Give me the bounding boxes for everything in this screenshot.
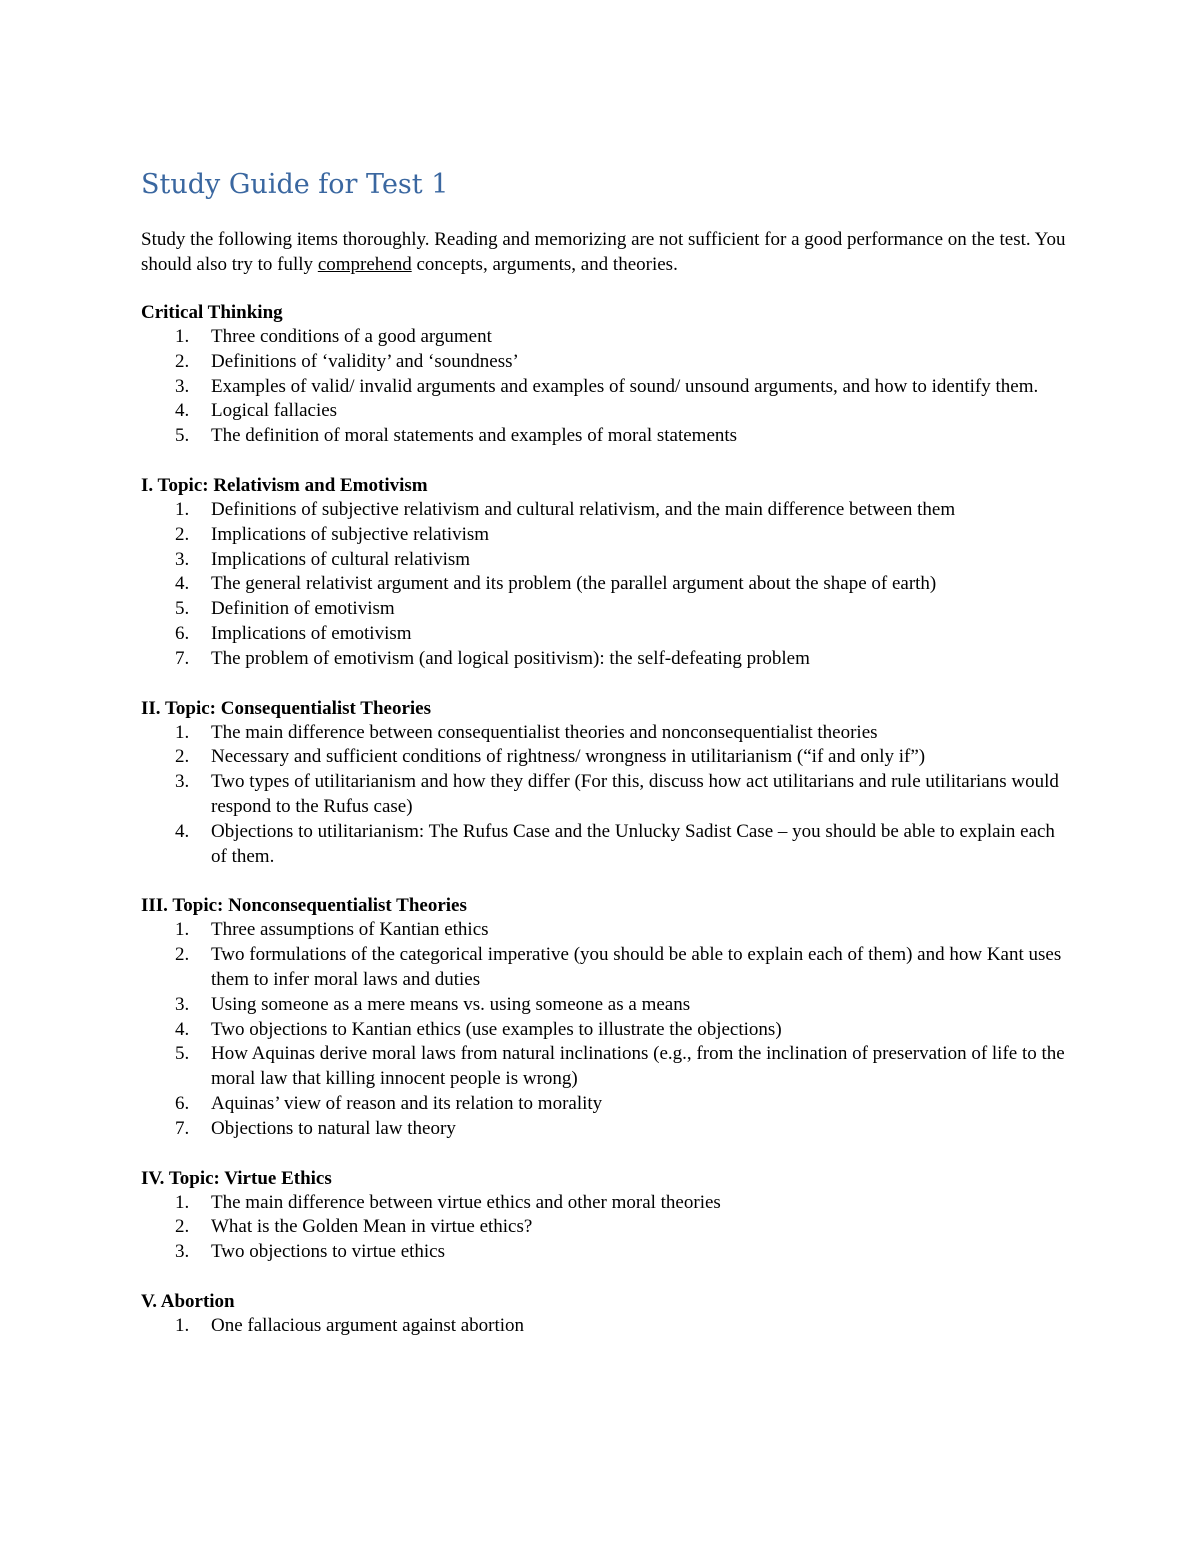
list-item-number: 4. <box>175 400 190 422</box>
list-item-text: Two types of utilitarianism and how they differ (For this, discuss how act utilitarians and rule utilitarians would respond to the Rufus case) <box>211 771 1059 817</box>
list-item-text: One fallacious argument against abortion <box>211 1314 525 1336</box>
list-item <box>141 325 1071 350</box>
list-item-text: What is the Golden Mean in virtue ethics? <box>211 1216 533 1238</box>
list-item <box>141 943 1071 993</box>
list-item <box>141 820 1071 870</box>
list-item-number: 3. <box>175 548 190 570</box>
list-item <box>141 745 1071 770</box>
list-item <box>141 572 1071 597</box>
list-item-number: 5. <box>175 425 190 447</box>
list-item-number: 5. <box>175 1043 190 1065</box>
section-heading: IV. Topic: Virtue Ethics <box>141 1167 332 1189</box>
list-item <box>141 1314 1071 1339</box>
list-item-number: 4. <box>175 820 190 842</box>
list-item-text: Definitions of ‘validity’ and ‘soundness’ <box>211 350 519 372</box>
list-item <box>141 424 1071 449</box>
list-item-text: Objections to utilitarianism: The Rufus Case and the Unlucky Sadist Case – you should be able to explain each of them. <box>211 820 1055 867</box>
section-heading: Critical Thinking <box>141 302 283 323</box>
list-item-number: 6. <box>175 622 190 644</box>
list-item-number: 7. <box>175 647 190 669</box>
section <box>141 1166 1071 1265</box>
section-heading: II. Topic: Consequentialist Theories <box>141 697 431 719</box>
list-item-number: 1. <box>175 498 190 520</box>
list-item-text: Objections to natural law theory <box>211 1117 456 1139</box>
list-item <box>141 770 1071 820</box>
list-item <box>141 523 1071 548</box>
list-item-text: The general relativist argument and its problem (the parallel argument about the shape of earth) <box>211 573 937 595</box>
numbered-list <box>141 325 1071 449</box>
section-heading: I. Topic: Relativism and Emotivism <box>141 474 428 496</box>
list-item-text: Three conditions of a good argument <box>211 326 492 347</box>
document-content <box>141 166 1071 1363</box>
numbered-list <box>141 1314 1071 1339</box>
list-item-text: Aquinas’ view of reason and its relation to morality <box>211 1092 603 1114</box>
list-item <box>141 1117 1071 1142</box>
list-item-number: 4. <box>175 573 190 595</box>
list-item-text: Examples of valid/ invalid arguments and examples of sound/ unsound arguments, and how to identify them. <box>211 375 1039 397</box>
numbered-list <box>141 918 1071 1141</box>
list-item-number: 2. <box>175 746 190 768</box>
list-item-text: Definition of emotivism <box>211 598 395 620</box>
list-item-number: 2. <box>175 523 190 545</box>
list-item-number: 2. <box>175 350 190 372</box>
sections-container <box>141 300 1071 1339</box>
list-item-number: 1. <box>175 326 190 347</box>
list-item <box>141 597 1071 622</box>
list-item-text: Necessary and sufficient conditions of rightness/ wrongness in utilitarianism (“if and only if”) <box>211 746 926 768</box>
section <box>141 696 1071 870</box>
list-item-text: Implications of emotivism <box>211 622 412 644</box>
list-item <box>141 1042 1071 1092</box>
list-item-number: 4. <box>175 1018 190 1040</box>
numbered-list <box>141 721 1071 870</box>
list-item-number: 1. <box>175 1314 190 1336</box>
list-item-text: The problem of emotivism (and logical positivism): the self-defeating problem <box>211 647 810 669</box>
list-item-text: The main difference between consequentialist theories and nonconsequentialist theories <box>211 721 878 743</box>
list-item-number: 2. <box>175 1216 190 1238</box>
list-item-text: Using someone as a mere means vs. using someone as a means <box>211 993 691 1015</box>
intro-underlined-word: comprehend <box>317 254 412 275</box>
section <box>141 1289 1071 1339</box>
list-item-number: 1. <box>175 919 190 941</box>
list-item-number: 3. <box>175 771 190 793</box>
section <box>141 473 1071 672</box>
list-item-number: 3. <box>175 1241 190 1263</box>
list-item <box>141 1215 1071 1240</box>
intro-text-end: concepts, arguments, and theories. <box>411 254 678 275</box>
list-item <box>141 918 1071 943</box>
list-item-number: 3. <box>175 993 190 1015</box>
list-item-text: Implications of subjective relativism <box>211 523 490 545</box>
list-item <box>141 1240 1071 1265</box>
list-item <box>141 548 1071 573</box>
section-heading: III. Topic: Nonconsequentialist Theories <box>141 895 467 917</box>
list-item-text: Two formulations of the categorical imperative (you should be able to explain each of them) and how Kant uses them to infer moral laws and duties <box>211 944 1062 990</box>
list-item-text: The main difference between virtue ethics and other moral theories <box>211 1191 721 1213</box>
list-item-text: Definitions of subjective relativism and cultural relativism, and the main difference between them <box>211 498 956 520</box>
list-item <box>141 498 1071 523</box>
list-item-text: How Aquinas derive moral laws from natural inclinations (e.g., from the inclination of preservation of life to the moral law that killing innocent people is wrong) <box>211 1043 1065 1090</box>
list-item-text: Implications of cultural relativism <box>211 548 471 570</box>
section-heading: V. Abortion <box>141 1290 235 1312</box>
section <box>141 893 1071 1141</box>
intro-text-start: Study the following items thoroughly. Reading and memorizing are not sufficient for a good performance on the test. You should also try to fully <box>141 229 1066 275</box>
list-item-text: Two objections to Kantian ethics (use examples to illustrate the objections) <box>211 1018 782 1040</box>
list-item-text: The definition of moral statements and examples of moral statements <box>211 425 738 447</box>
numbered-list <box>141 498 1071 672</box>
list-item-number: 1. <box>175 721 190 743</box>
list-item <box>141 1018 1071 1043</box>
list-item-text: Two objections to virtue ethics <box>211 1241 446 1263</box>
list-item-number: 1. <box>175 1191 190 1213</box>
list-item <box>141 1191 1071 1216</box>
numbered-list <box>141 1191 1071 1265</box>
list-item <box>141 622 1071 647</box>
list-item-text: Three assumptions of Kantian ethics <box>211 919 489 941</box>
section <box>141 300 1071 449</box>
list-item <box>141 721 1071 746</box>
list-item-number: 2. <box>175 944 190 966</box>
list-item <box>141 993 1071 1018</box>
list-item-number: 7. <box>175 1117 190 1139</box>
list-item <box>141 375 1071 400</box>
list-item-number: 6. <box>175 1092 190 1114</box>
list-item <box>141 399 1071 424</box>
list-item <box>141 647 1071 672</box>
intro-paragraph <box>141 227 1071 277</box>
list-item-number: 3. <box>175 375 190 397</box>
list-item-number: 5. <box>175 598 190 620</box>
document-title: Study Guide for Test 1 <box>141 169 449 200</box>
list-item <box>141 350 1071 375</box>
list-item <box>141 1092 1071 1117</box>
list-item-text: Logical fallacies <box>211 400 338 422</box>
